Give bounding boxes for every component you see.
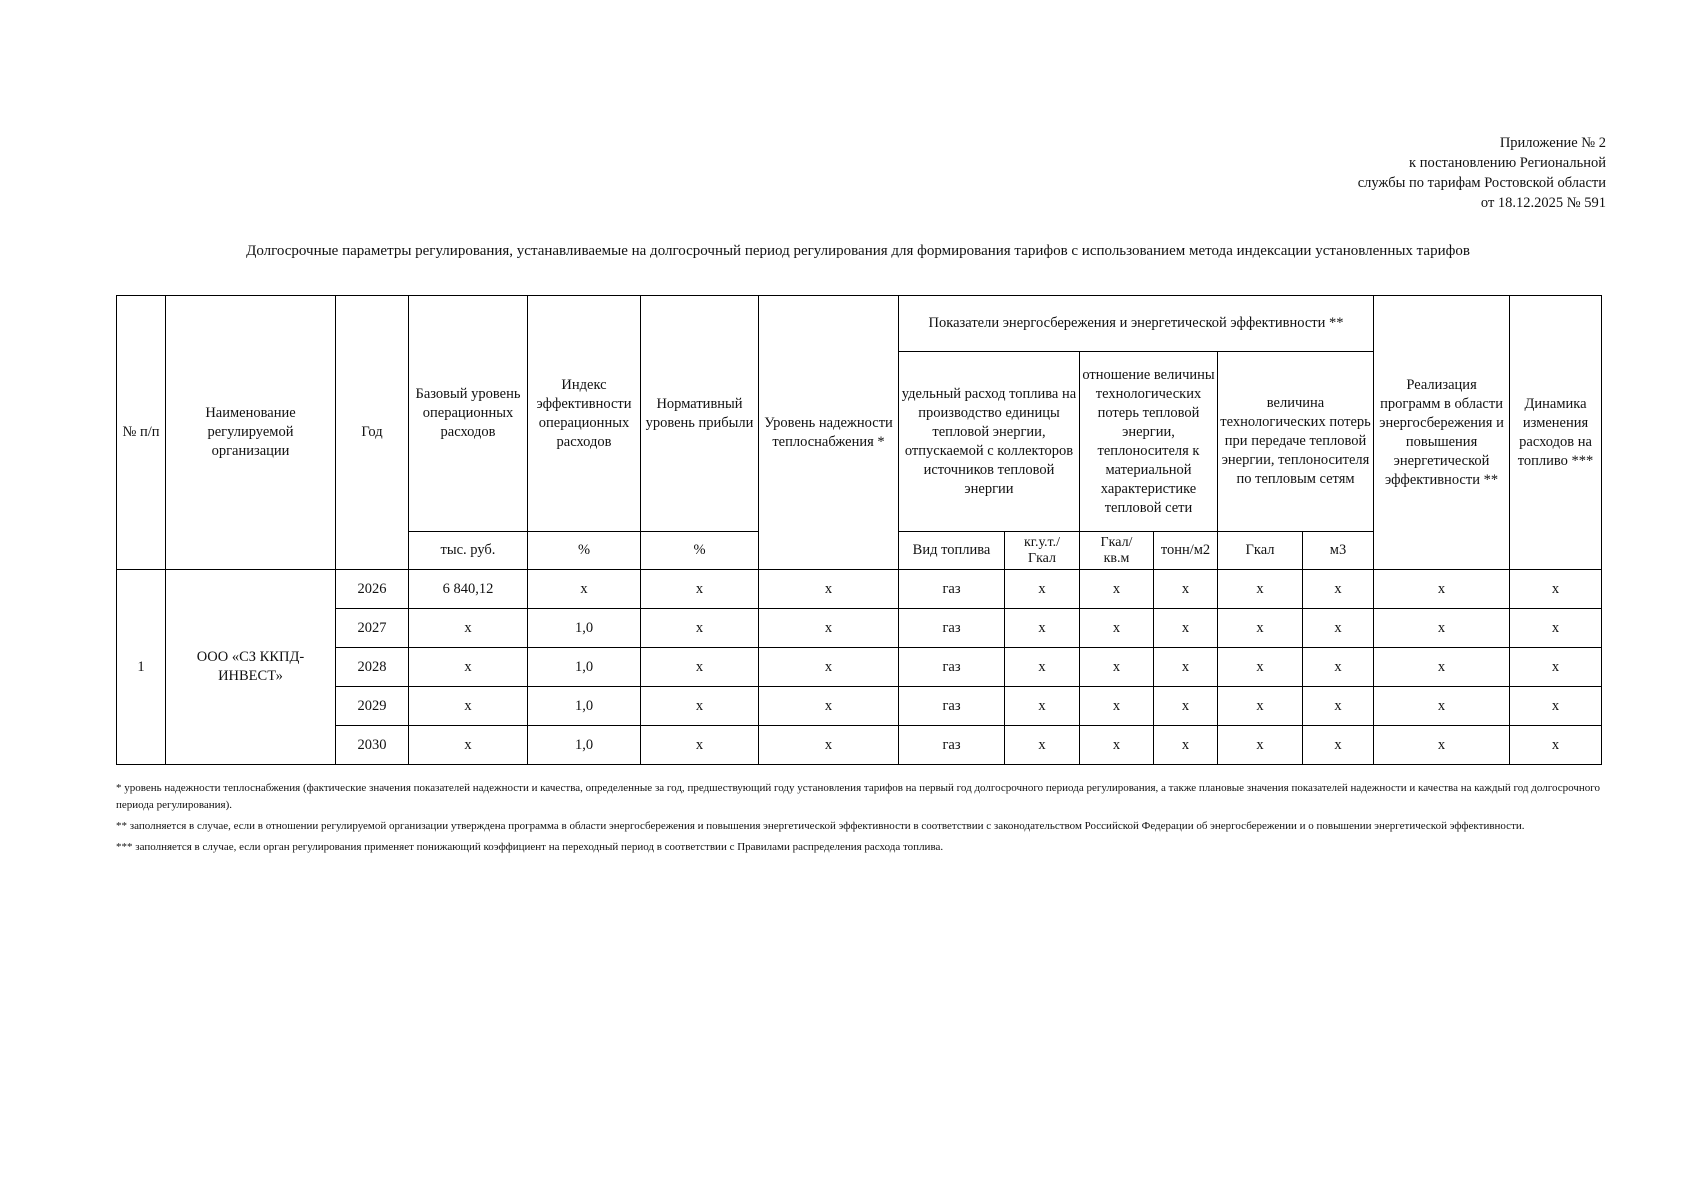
- cell-efficiency-index: 1,0: [528, 648, 641, 687]
- table-row: [117, 648, 1602, 687]
- unit-loss-heat: Гкал: [1218, 532, 1303, 570]
- table-row: [117, 687, 1602, 726]
- cell-loss-heat: x: [1218, 687, 1303, 726]
- unit-loss-ratio-line-1: Гкал/: [1100, 534, 1133, 550]
- unit-fuel-specific-line-1: кг.у.т./: [1023, 534, 1061, 550]
- cell-fuel-dynamics: x: [1510, 609, 1602, 648]
- annex-block: [1358, 133, 1606, 213]
- table-row: [117, 570, 1602, 609]
- cell-year: 2027: [336, 609, 409, 648]
- header-loss-ratio: отношение величины технологических потерь тепловой энергии, теплоносителя к материальной характеристике тепловой сети: [1080, 352, 1218, 532]
- cell-fuel-specific: x: [1005, 609, 1080, 648]
- table-row: [117, 609, 1602, 648]
- cell-fuel-type: газ: [899, 570, 1005, 609]
- org-number: 1: [117, 570, 166, 765]
- table-row: [117, 726, 1602, 765]
- unit-base: тыс. руб.: [409, 532, 528, 570]
- unit-fuel-type: Вид топлива: [899, 532, 1005, 570]
- cell-reliability: x: [759, 726, 899, 765]
- cell-year: 2026: [336, 570, 409, 609]
- cell-loss-ratio-area: x: [1080, 687, 1154, 726]
- cell-base-costs: x: [409, 687, 528, 726]
- cell-loss-volume: x: [1303, 726, 1374, 765]
- footnotes: [116, 780, 1600, 860]
- cell-loss-ratio-mass: x: [1154, 726, 1218, 765]
- header-programs: Реализация программ в области энергосбережения и повышения энергетической эффективности **: [1374, 296, 1510, 570]
- cell-fuel-type: газ: [899, 648, 1005, 687]
- cell-efficiency-index: 1,0: [528, 687, 641, 726]
- cell-programs: x: [1374, 687, 1510, 726]
- cell-profit: x: [641, 726, 759, 765]
- cell-loss-ratio-mass: x: [1154, 609, 1218, 648]
- cell-loss-ratio-area: x: [1080, 726, 1154, 765]
- cell-loss-heat: x: [1218, 609, 1303, 648]
- header-fuel-specific: удельный расход топлива на производство единицы тепловой энергии, отпускаемой с коллекторов источников тепловой энергии: [899, 352, 1080, 532]
- cell-fuel-dynamics: x: [1510, 687, 1602, 726]
- footnote-2: ** заполняется в случае, если в отношении регулируемой организации утверждена программа в области энергосбережения и повышения энергетической эффективности в соответствии с законодательством Российской Федерации об энергосбережении и о повышении энергетической эффективности.: [116, 820, 1525, 832]
- annex-line-2: к постановлению Региональной: [1409, 155, 1606, 171]
- footnote-1: * уровень надежности теплоснабжения (фактические значения показателей надежности и качества, определенные за год, предшествующий году установления тарифов на первый год долгосрочного периода регулирования, а также плановые значения показателей надежности и качества на каждый год долгосрочного периода регулирования).: [116, 782, 1600, 811]
- cell-programs: x: [1374, 726, 1510, 765]
- header-efficiency-index: Индекс эффективности операционных расходов: [528, 296, 641, 532]
- annex-line-3: службы по тарифам Ростовской области: [1357, 175, 1606, 191]
- header-profit: Нормативный уровень прибыли: [641, 296, 759, 532]
- cell-programs: x: [1374, 648, 1510, 687]
- cell-reliability: x: [759, 609, 899, 648]
- annex-line-1: Приложение № 2: [1499, 135, 1606, 151]
- cell-loss-ratio-mass: x: [1154, 687, 1218, 726]
- cell-loss-ratio-mass: x: [1154, 570, 1218, 609]
- header-loss-amount: величина технологических потерь при передаче тепловой энергии, теплоносителя по тепловым сетям: [1218, 352, 1374, 532]
- cell-reliability: x: [759, 570, 899, 609]
- cell-base-costs: 6 840,12: [409, 570, 528, 609]
- footnote-3: *** заполняется в случае, если орган регулирования применяет понижающий коэффициент на переходный период в соответствии с Правилами распределения расхода топлива.: [116, 841, 944, 853]
- cell-loss-ratio-area: x: [1080, 609, 1154, 648]
- unit-profit: %: [641, 532, 759, 570]
- annex-line-4: от 18.12.2025 № 591: [1480, 195, 1606, 211]
- unit-fuel-specific: [1005, 532, 1080, 570]
- cell-loss-volume: x: [1303, 648, 1374, 687]
- cell-loss-ratio-area: x: [1080, 648, 1154, 687]
- parameters-table: [116, 295, 1602, 765]
- cell-profit: x: [641, 609, 759, 648]
- cell-fuel-dynamics: x: [1510, 648, 1602, 687]
- unit-loss-ratio-mass: тонн/м2: [1154, 532, 1218, 570]
- cell-loss-volume: x: [1303, 570, 1374, 609]
- cell-loss-volume: x: [1303, 687, 1374, 726]
- header-num: № п/п: [117, 296, 166, 570]
- header-base-costs: Базовый уровень операционных расходов: [409, 296, 528, 532]
- cell-fuel-type: газ: [899, 609, 1005, 648]
- document-title: Долгосрочные параметры регулирования, устанавливаемые на долгосрочный период регулирования для формирования тарифов с использованием метода индексации установленных тарифов: [246, 243, 1470, 259]
- header-fuel-dynamics: Динамика изменения расходов на топливо ***: [1510, 296, 1602, 570]
- cell-loss-volume: x: [1303, 609, 1374, 648]
- cell-reliability: x: [759, 648, 899, 687]
- cell-profit: x: [641, 648, 759, 687]
- cell-year: 2029: [336, 687, 409, 726]
- cell-year: 2028: [336, 648, 409, 687]
- cell-base-costs: x: [409, 609, 528, 648]
- cell-fuel-dynamics: x: [1510, 570, 1602, 609]
- cell-profit: x: [641, 570, 759, 609]
- cell-fuel-type: газ: [899, 687, 1005, 726]
- cell-fuel-type: газ: [899, 726, 1005, 765]
- cell-fuel-specific: x: [1005, 726, 1080, 765]
- cell-loss-ratio-area: x: [1080, 570, 1154, 609]
- header-org: Наименование регулируемой организации: [166, 296, 336, 570]
- unit-loss-ratio-line-2: кв.м: [1103, 550, 1130, 566]
- cell-fuel-specific: x: [1005, 570, 1080, 609]
- unit-loss-ratio-area: [1080, 532, 1154, 570]
- cell-base-costs: x: [409, 726, 528, 765]
- cell-year: 2030: [336, 726, 409, 765]
- cell-fuel-specific: x: [1005, 648, 1080, 687]
- cell-reliability: x: [759, 687, 899, 726]
- cell-profit: x: [641, 687, 759, 726]
- header-energy-group: Показатели энергосбережения и энергетической эффективности **: [899, 296, 1374, 352]
- unit-index: %: [528, 532, 641, 570]
- cell-efficiency-index: 1,0: [528, 726, 641, 765]
- cell-fuel-specific: x: [1005, 687, 1080, 726]
- unit-loss-volume: м3: [1303, 532, 1374, 570]
- unit-fuel-specific-line-2: Гкал: [1027, 550, 1056, 566]
- header-reliability: Уровень надежности теплоснабжения *: [759, 296, 899, 570]
- header-year: Год: [336, 296, 409, 570]
- header-row-1: [117, 296, 1602, 352]
- org-name: ООО «СЗ ККПД-ИНВЕСТ»: [166, 570, 336, 765]
- cell-programs: x: [1374, 570, 1510, 609]
- cell-fuel-dynamics: x: [1510, 726, 1602, 765]
- cell-loss-heat: x: [1218, 648, 1303, 687]
- cell-base-costs: x: [409, 648, 528, 687]
- cell-efficiency-index: x: [528, 570, 641, 609]
- cell-loss-heat: x: [1218, 726, 1303, 765]
- cell-loss-ratio-mass: x: [1154, 648, 1218, 687]
- cell-efficiency-index: 1,0: [528, 609, 641, 648]
- cell-loss-heat: x: [1218, 570, 1303, 609]
- cell-programs: x: [1374, 609, 1510, 648]
